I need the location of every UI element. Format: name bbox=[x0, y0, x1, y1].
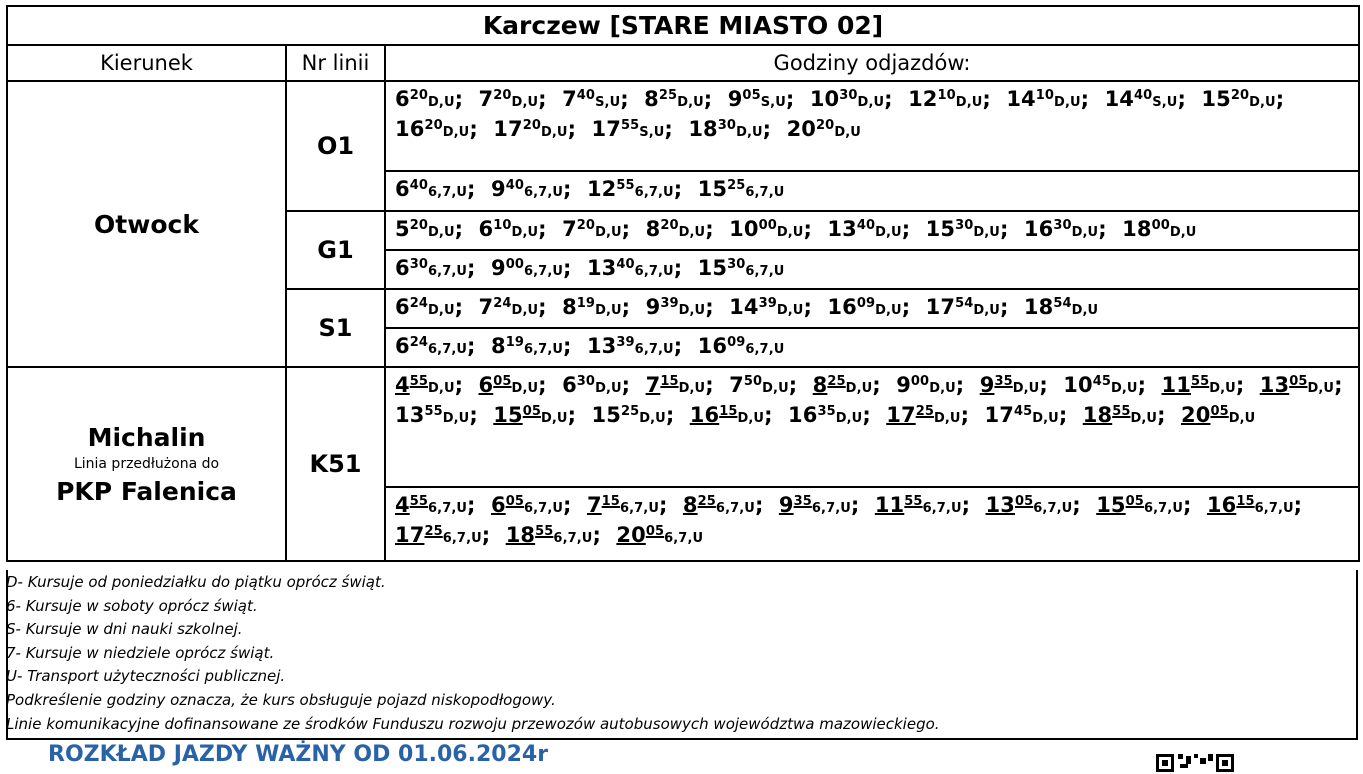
header-times: Godziny odjazdów: bbox=[385, 45, 1359, 81]
qr-code-icon bbox=[1156, 754, 1242, 774]
timetable-sheet bbox=[6, 5, 1358, 562]
departure-time: $8^{25}_{D,U}$; bbox=[812, 373, 881, 397]
departure-time: $9^{00}_{D,U}$; bbox=[896, 373, 965, 397]
times-k51-weekend bbox=[385, 487, 1359, 561]
direction-michalin bbox=[7, 367, 286, 561]
departure-time: $6^{20}_{D,U}$; bbox=[395, 87, 464, 111]
departure-time: $18^{54}_{D,U}$ bbox=[1023, 295, 1099, 319]
times-s1-weekend bbox=[385, 328, 1359, 367]
legend-item: U- Transport użyteczności publicznej. bbox=[6, 667, 286, 686]
departure-time: $16^{30}_{D,U}$; bbox=[1023, 217, 1107, 241]
legend-item: 6- Kursuje w soboty oprócz świąt. bbox=[6, 596, 258, 615]
departure-time: $6^{24}_{6,7,U}$; bbox=[395, 334, 476, 358]
departure-time: $16^{09}_{6,7,U}$ bbox=[697, 334, 785, 358]
departure-time: $15^{05}_{6,7,U}$; bbox=[1096, 493, 1192, 517]
validity-date: ROZKŁAD JAZDY WAŻNY OD 01.06.2024r bbox=[48, 742, 549, 767]
departure-time: $17^{45}_{D,U}$; bbox=[984, 403, 1068, 427]
departure-time: $15^{30}_{D,U}$; bbox=[925, 217, 1009, 241]
times-s1-weekday bbox=[385, 289, 1359, 328]
departure-time: $8^{19}_{6,7,U}$; bbox=[490, 334, 572, 358]
departure-time: $13^{05}_{D,U}$; bbox=[1259, 373, 1343, 397]
departure-time: $20^{20}_{D,U}$ bbox=[786, 117, 861, 141]
departure-time: $8^{25}_{6,7,U}$; bbox=[682, 493, 764, 517]
departure-time: $4^{55}_{6,7,U}$; bbox=[395, 493, 476, 517]
departure-time: $6^{24}_{D,U}$; bbox=[395, 295, 464, 319]
departure-time: $7^{20}_{D,U}$; bbox=[478, 87, 547, 111]
departure-time: $10^{00}_{D,U}$; bbox=[729, 217, 812, 241]
extension-note: Linia przedłużona do bbox=[73, 455, 220, 472]
departure-time: $5^{20}_{D,U}$; bbox=[395, 217, 464, 241]
departure-time: $13^{40}_{D,U}$; bbox=[827, 217, 911, 241]
header-direction: Kierunek bbox=[7, 45, 286, 81]
timetable-table bbox=[6, 5, 1360, 562]
departure-time: $12^{55}_{6,7,U}$; bbox=[586, 177, 683, 201]
departure-time: $9^{35}_{D,U}$; bbox=[979, 373, 1048, 397]
departure-time: $18^{30}_{D,U}$; bbox=[688, 117, 772, 141]
departure-time: $17^{20}_{D,U}$; bbox=[493, 117, 577, 141]
legend-item: Podkreślenie godziny oznacza, że kurs obsługuje pojazd niskopodłogowy. bbox=[6, 690, 556, 709]
departure-time: $9^{40}_{6,7,U}$; bbox=[490, 177, 572, 201]
departure-time: $10^{45}_{D,U}$; bbox=[1063, 373, 1147, 397]
departure-time: $6^{10}_{D,U}$; bbox=[478, 217, 547, 241]
departure-time: $9^{05}_{S,U}$; bbox=[727, 87, 795, 111]
times-k51-weekday bbox=[385, 367, 1359, 487]
extension-destination: PKP Falenica bbox=[56, 476, 237, 506]
departure-time: $10^{30}_{D,U}$; bbox=[809, 87, 893, 111]
departure-time: $6^{05}_{D,U}$; bbox=[478, 373, 547, 397]
departure-time: $7^{50}_{D,U}$; bbox=[729, 373, 798, 397]
departure-time: $20^{05}_{6,7,U}$ bbox=[616, 523, 704, 547]
departure-time: $13^{05}_{6,7,U}$; bbox=[985, 493, 1081, 517]
departure-time: $14^{40}_{S,U}$; bbox=[1104, 87, 1186, 111]
departure-time: $17^{25}_{D,U}$; bbox=[886, 403, 970, 427]
line-number-s1: S1 bbox=[286, 289, 385, 367]
header-line: Nr linii bbox=[286, 45, 385, 81]
departure-time: $7^{15}_{D,U}$; bbox=[645, 373, 714, 397]
departure-time: $16^{35}_{D,U}$; bbox=[788, 403, 871, 427]
departure-time: $7^{15}_{6,7,U}$; bbox=[586, 493, 668, 517]
line-number-g1: G1 bbox=[286, 211, 385, 289]
departure-time: $8^{25}_{D,U}$; bbox=[644, 87, 713, 111]
line-number-o1: O1 bbox=[286, 81, 385, 211]
departure-time: $11^{55}_{D,U}$; bbox=[1161, 373, 1245, 397]
departure-time: $9^{39}_{D,U}$; bbox=[645, 295, 714, 319]
departure-time: $11^{55}_{6,7,U}$; bbox=[874, 493, 971, 517]
departure-time: $6^{40}_{6,7,U}$; bbox=[395, 177, 476, 201]
departure-time: $13^{39}_{6,7,U}$; bbox=[586, 334, 683, 358]
direction-name: Michalin bbox=[87, 422, 206, 452]
departure-time: $7^{24}_{D,U}$; bbox=[478, 295, 547, 319]
direction-name: Otwock bbox=[94, 209, 199, 239]
direction-otwock bbox=[7, 81, 286, 367]
departure-time: $15^{05}_{D,U}$; bbox=[493, 403, 577, 427]
legend-item: D- Kursuje od poniedziałku do piątku oprócz świąt. bbox=[6, 573, 386, 591]
departure-time: $15^{25}_{6,7,U}$ bbox=[697, 177, 785, 201]
departure-time: $14^{10}_{D,U}$; bbox=[1006, 87, 1090, 111]
departure-time: $7^{40}_{S,U}$; bbox=[562, 87, 629, 111]
departure-time: $16^{09}_{D,U}$; bbox=[827, 295, 911, 319]
departure-time: $18^{55}_{D,U}$; bbox=[1082, 403, 1166, 427]
departure-time: $18^{55}_{6,7,U}$; bbox=[505, 523, 601, 547]
departure-time: $17^{25}_{6,7,U}$; bbox=[395, 523, 491, 547]
departure-time: $9^{00}_{6,7,U}$; bbox=[490, 256, 572, 280]
departure-time: $6^{05}_{6,7,U}$; bbox=[490, 493, 572, 517]
times-g1-weekend bbox=[385, 250, 1359, 289]
departure-time: $16^{15}_{D,U}$; bbox=[689, 403, 773, 427]
times-o1-weekend bbox=[385, 171, 1359, 211]
departure-time: $7^{20}_{D,U}$; bbox=[562, 217, 631, 241]
departure-time: $6^{30}_{D,U}$; bbox=[562, 373, 631, 397]
departure-time: $13^{40}_{6,7,U}$; bbox=[586, 256, 683, 280]
times-o1-weekday bbox=[385, 81, 1359, 171]
departure-time: $12^{10}_{D,U}$; bbox=[908, 87, 991, 111]
departure-time: $17^{54}_{D,U}$; bbox=[925, 295, 1009, 319]
legend-item: 7- Kursuje w niedziele oprócz świąt. bbox=[6, 643, 275, 662]
stop-title: Karczew [STARE MIASTO 02] bbox=[7, 6, 1359, 45]
departure-time: $18^{00}_{D,U}$ bbox=[1122, 217, 1197, 241]
departure-time: $14^{39}_{D,U}$; bbox=[729, 295, 812, 319]
departure-time: $15^{30}_{6,7,U}$ bbox=[697, 256, 785, 280]
departure-time: $9^{35}_{6,7,U}$; bbox=[778, 493, 860, 517]
departure-time: $20^{05}_{D,U}$ bbox=[1181, 403, 1256, 427]
departure-time: $4^{55}_{D,U}$; bbox=[395, 373, 464, 397]
frame-bottom bbox=[6, 738, 1358, 740]
line-number-k51: K51 bbox=[286, 367, 385, 561]
departure-time: $16^{20}_{D,U}$; bbox=[395, 117, 478, 141]
departure-time: $8^{20}_{D,U}$; bbox=[645, 217, 714, 241]
legend-item: Linie komunikacyjne dofinansowane ze środków Funduszu rozwoju przewozów autobusowych województwa mazowieckiego. bbox=[6, 714, 940, 733]
legend-item: S- Kursuje w dni nauki szkolnej. bbox=[6, 620, 243, 639]
legend bbox=[6, 571, 1358, 736]
times-g1-weekday bbox=[385, 211, 1359, 250]
departure-time: $17^{55}_{S,U}$; bbox=[591, 117, 673, 141]
departure-time: $6^{30}_{6,7,U}$; bbox=[395, 256, 476, 280]
departure-time: $15^{20}_{D,U}$; bbox=[1201, 87, 1285, 111]
departure-time: $15^{25}_{D,U}$; bbox=[591, 403, 675, 427]
departure-time: $8^{19}_{D,U}$; bbox=[562, 295, 631, 319]
departure-time: $13^{55}_{D,U}$; bbox=[395, 403, 478, 427]
departure-time: $16^{15}_{6,7,U}$; bbox=[1206, 493, 1303, 517]
